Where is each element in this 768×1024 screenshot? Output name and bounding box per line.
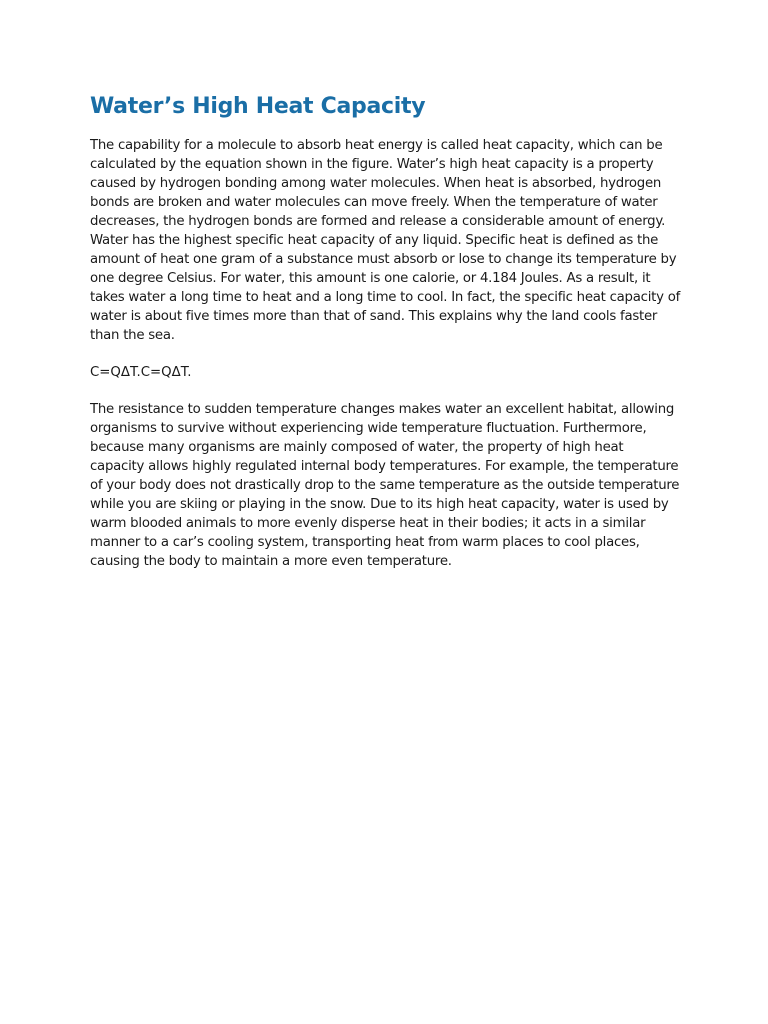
paragraph-habitat: The resistance to sudden temperature changes makes water an excellent habitat, allowing organisms to survive without experiencing wide temperature fluctuation. Furthermore, because many organisms are mainly composed of water, the property of high heat capacity allows highly regulated internal body temperatures. For example, the temperature of your body does not drastically drop to the same temperature as the outside temperature while you are skiing or playing in the snow. Due to its high heat capacity, water is used by warm blooded animals to more evenly disperse heat in their bodies; it acts in a similar manner to a car’s cooling system, transporting heat from warm places to cool places, causing the body to maintain a more even temperature.	[90, 402, 680, 569]
document-title: Water’s High Heat Capacity	[90, 94, 426, 119]
document-page	[90, 92, 680, 589]
heat-capacity-equation: C=QΔT.C=QΔT.	[90, 365, 192, 380]
paragraph-heat-capacity: The capability for a molecule to absorb heat energy is called heat capacity, which can be calculated by the equation shown in the figure. Water’s high heat capacity is a property caused by hydrogen bonding among water molecules. When heat is absorbed, hydrogen bonds are broken and water molecules can move freely. When the temperature of water decreases, the hydrogen bonds are formed and release a considerable amount of energy. Water has the highest specific heat capacity of any liquid. Specific heat is defined as the amount of heat one gram of a substance must absorb or lose to change its temperature by one degree Celsius. For water, this amount is one calorie, or 4.184 Joules. As a result, it takes water a long time to heat and a long time to cool. In fact, the specific heat capacity of water is about five times more than that of sand. This explains why the land cools faster than the sea.	[90, 138, 681, 343]
